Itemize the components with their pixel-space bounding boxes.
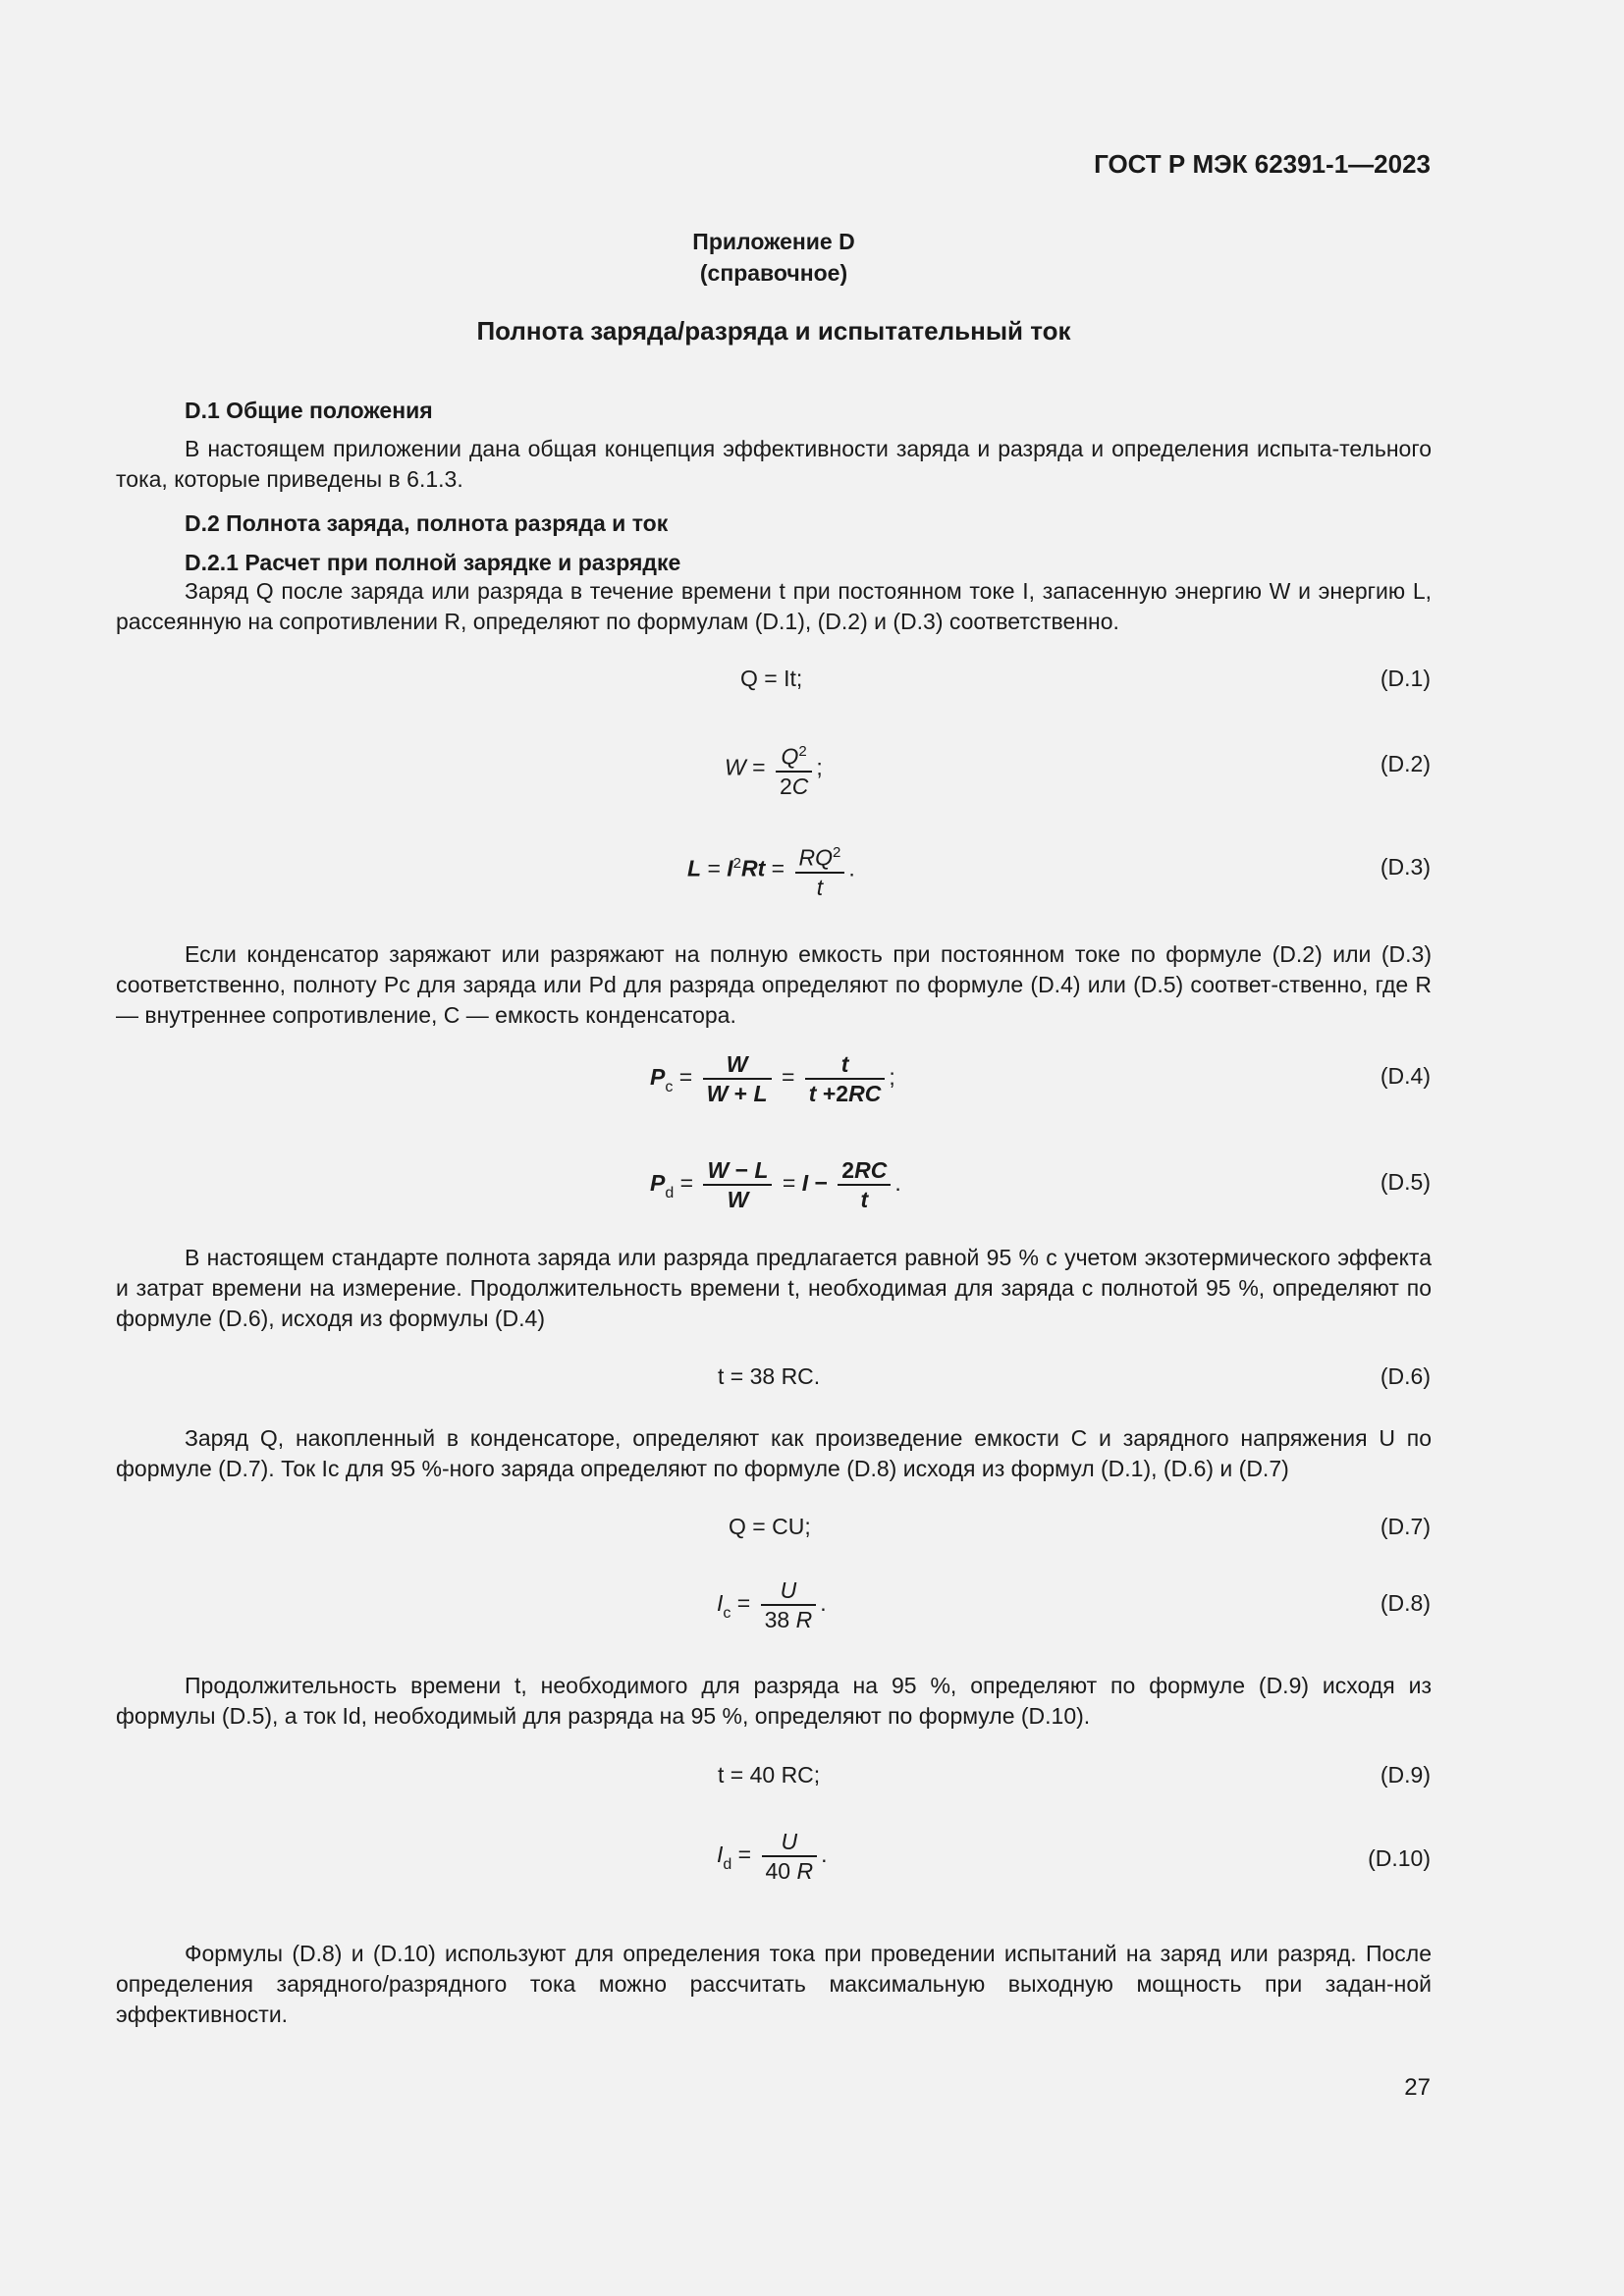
equation-d2: W = $\frac{Q^2}{2C}$ ; [725, 738, 823, 800]
equation-d5: $P_d$ = $\frac{W - L}{W}$ = I − $\frac{2RC}{t}$ . [650, 1157, 901, 1212]
equation-d9: t = 40 RC; [718, 1762, 821, 1788]
equation-d8: $I_c$ = $\frac{U}{38 R}$ . [717, 1577, 827, 1632]
equation-d8-number: (D.8) [1380, 1590, 1431, 1616]
section-d2-heading: D.2 Полнота заряда, полнота разряда и ток [185, 510, 669, 536]
equation-d6-number: (D.6) [1380, 1363, 1431, 1389]
equation-d1: Q = It; [740, 666, 803, 691]
equation-d9-number: (D.9) [1380, 1762, 1431, 1788]
equation-d3: $L = I^2Rt$ = $\frac{RQ^2}{t}$ . [687, 839, 855, 901]
page-number: 27 [1404, 2074, 1431, 2101]
appendix-heading [116, 226, 1432, 289]
equation-d7: Q = CU; [729, 1514, 811, 1539]
equation-d4: $P_c$ = $\frac{W}{W + L}$ = $\frac{t}{t +2RC}$ ; [650, 1051, 895, 1106]
appendix-title: Приложение D [692, 229, 855, 254]
equation-d1-number: (D.1) [1380, 666, 1431, 691]
equation-d10: $I_d$ = $\frac{U}{40 R}$ . [717, 1829, 828, 1884]
paragraph-1: Заряд Q после заряда или разряда в течение времени t при постоянном токе I, запасенную энергию W и энергию L, рассеянную на сопротивлении R, определяют по формулам (D.1), (D.2) и (D.3) соответственно. [116, 578, 1432, 634]
equation-d2-number: (D.2) [1380, 751, 1431, 776]
equation-d4-number: (D.4) [1380, 1063, 1431, 1089]
paragraph-4: Заряд Q, накопленный в конденсаторе, определяют как произведение емкости C и зарядного напряжения U по формуле (D.7). Ток Ic для 95 %-ного заряда определяют по формуле (D.8) исходя из формул (D.1), (D.6) и (D.7) [116, 1425, 1432, 1481]
equation-d7-number: (D.7) [1380, 1514, 1431, 1539]
paragraph-3: В настоящем стандарте полнота заряда или разряда предлагается равной 95 % с учетом экзотермического эффекта и затрат времени на измерение. Продолжительность времени t, необходимая для заряда с полнотой 95 %, определяют по формуле (D.6), исходя из формулы (D.4) [116, 1245, 1432, 1331]
page-title: Полнота заряда/разряда и испытательный ток [476, 316, 1071, 346]
equation-d5-number: (D.5) [1380, 1169, 1431, 1195]
paragraph-2: Если конденсатор заряжают или разряжают на полную емкость при постоянном токе по формуле (D.2) или (D.3) соответственно, полноту Pc для заряда или Pd для разряда определяют по формуле (D.4) или (D.5) соответ-ственно, где R — внутреннее сопротивление, C — емкость конденсатора. [116, 941, 1432, 1028]
standard-header: ГОСТ Р МЭК 62391-1—2023 [1094, 149, 1431, 179]
equation-d10-number: (D.10) [1368, 1845, 1431, 1871]
section-d21-heading: D.2.1 Расчет при полной зарядке и разрядке [185, 550, 681, 575]
section-d1-text: В настоящем приложении дана общая концепция эффективности заряда и разряда и определения испыта-тельного тока, которые приведены в 6.1.3. [116, 436, 1432, 492]
appendix-type: (справочное) [699, 260, 848, 286]
paragraph-6: Формулы (D.8) и (D.10) используют для определения тока при проведении испытаний на заряд или разряд. После определения зарядного/разрядного тока можно рассчитать максимальную выходную мощность при задан-ной эффективности. [116, 1941, 1432, 2027]
section-d1-heading: D.1 Общие положения [185, 398, 433, 423]
equation-d6: t = 38 RC. [718, 1363, 821, 1389]
equation-d3-number: (D.3) [1380, 854, 1431, 880]
paragraph-5: Продолжительность времени t, необходимого для разряда на 95 %, определяют по формуле (D.9) исходя из формулы (D.5), а ток Id, необходимый для разряда на 95 %, определяют по формуле (D.10). [116, 1673, 1432, 1729]
